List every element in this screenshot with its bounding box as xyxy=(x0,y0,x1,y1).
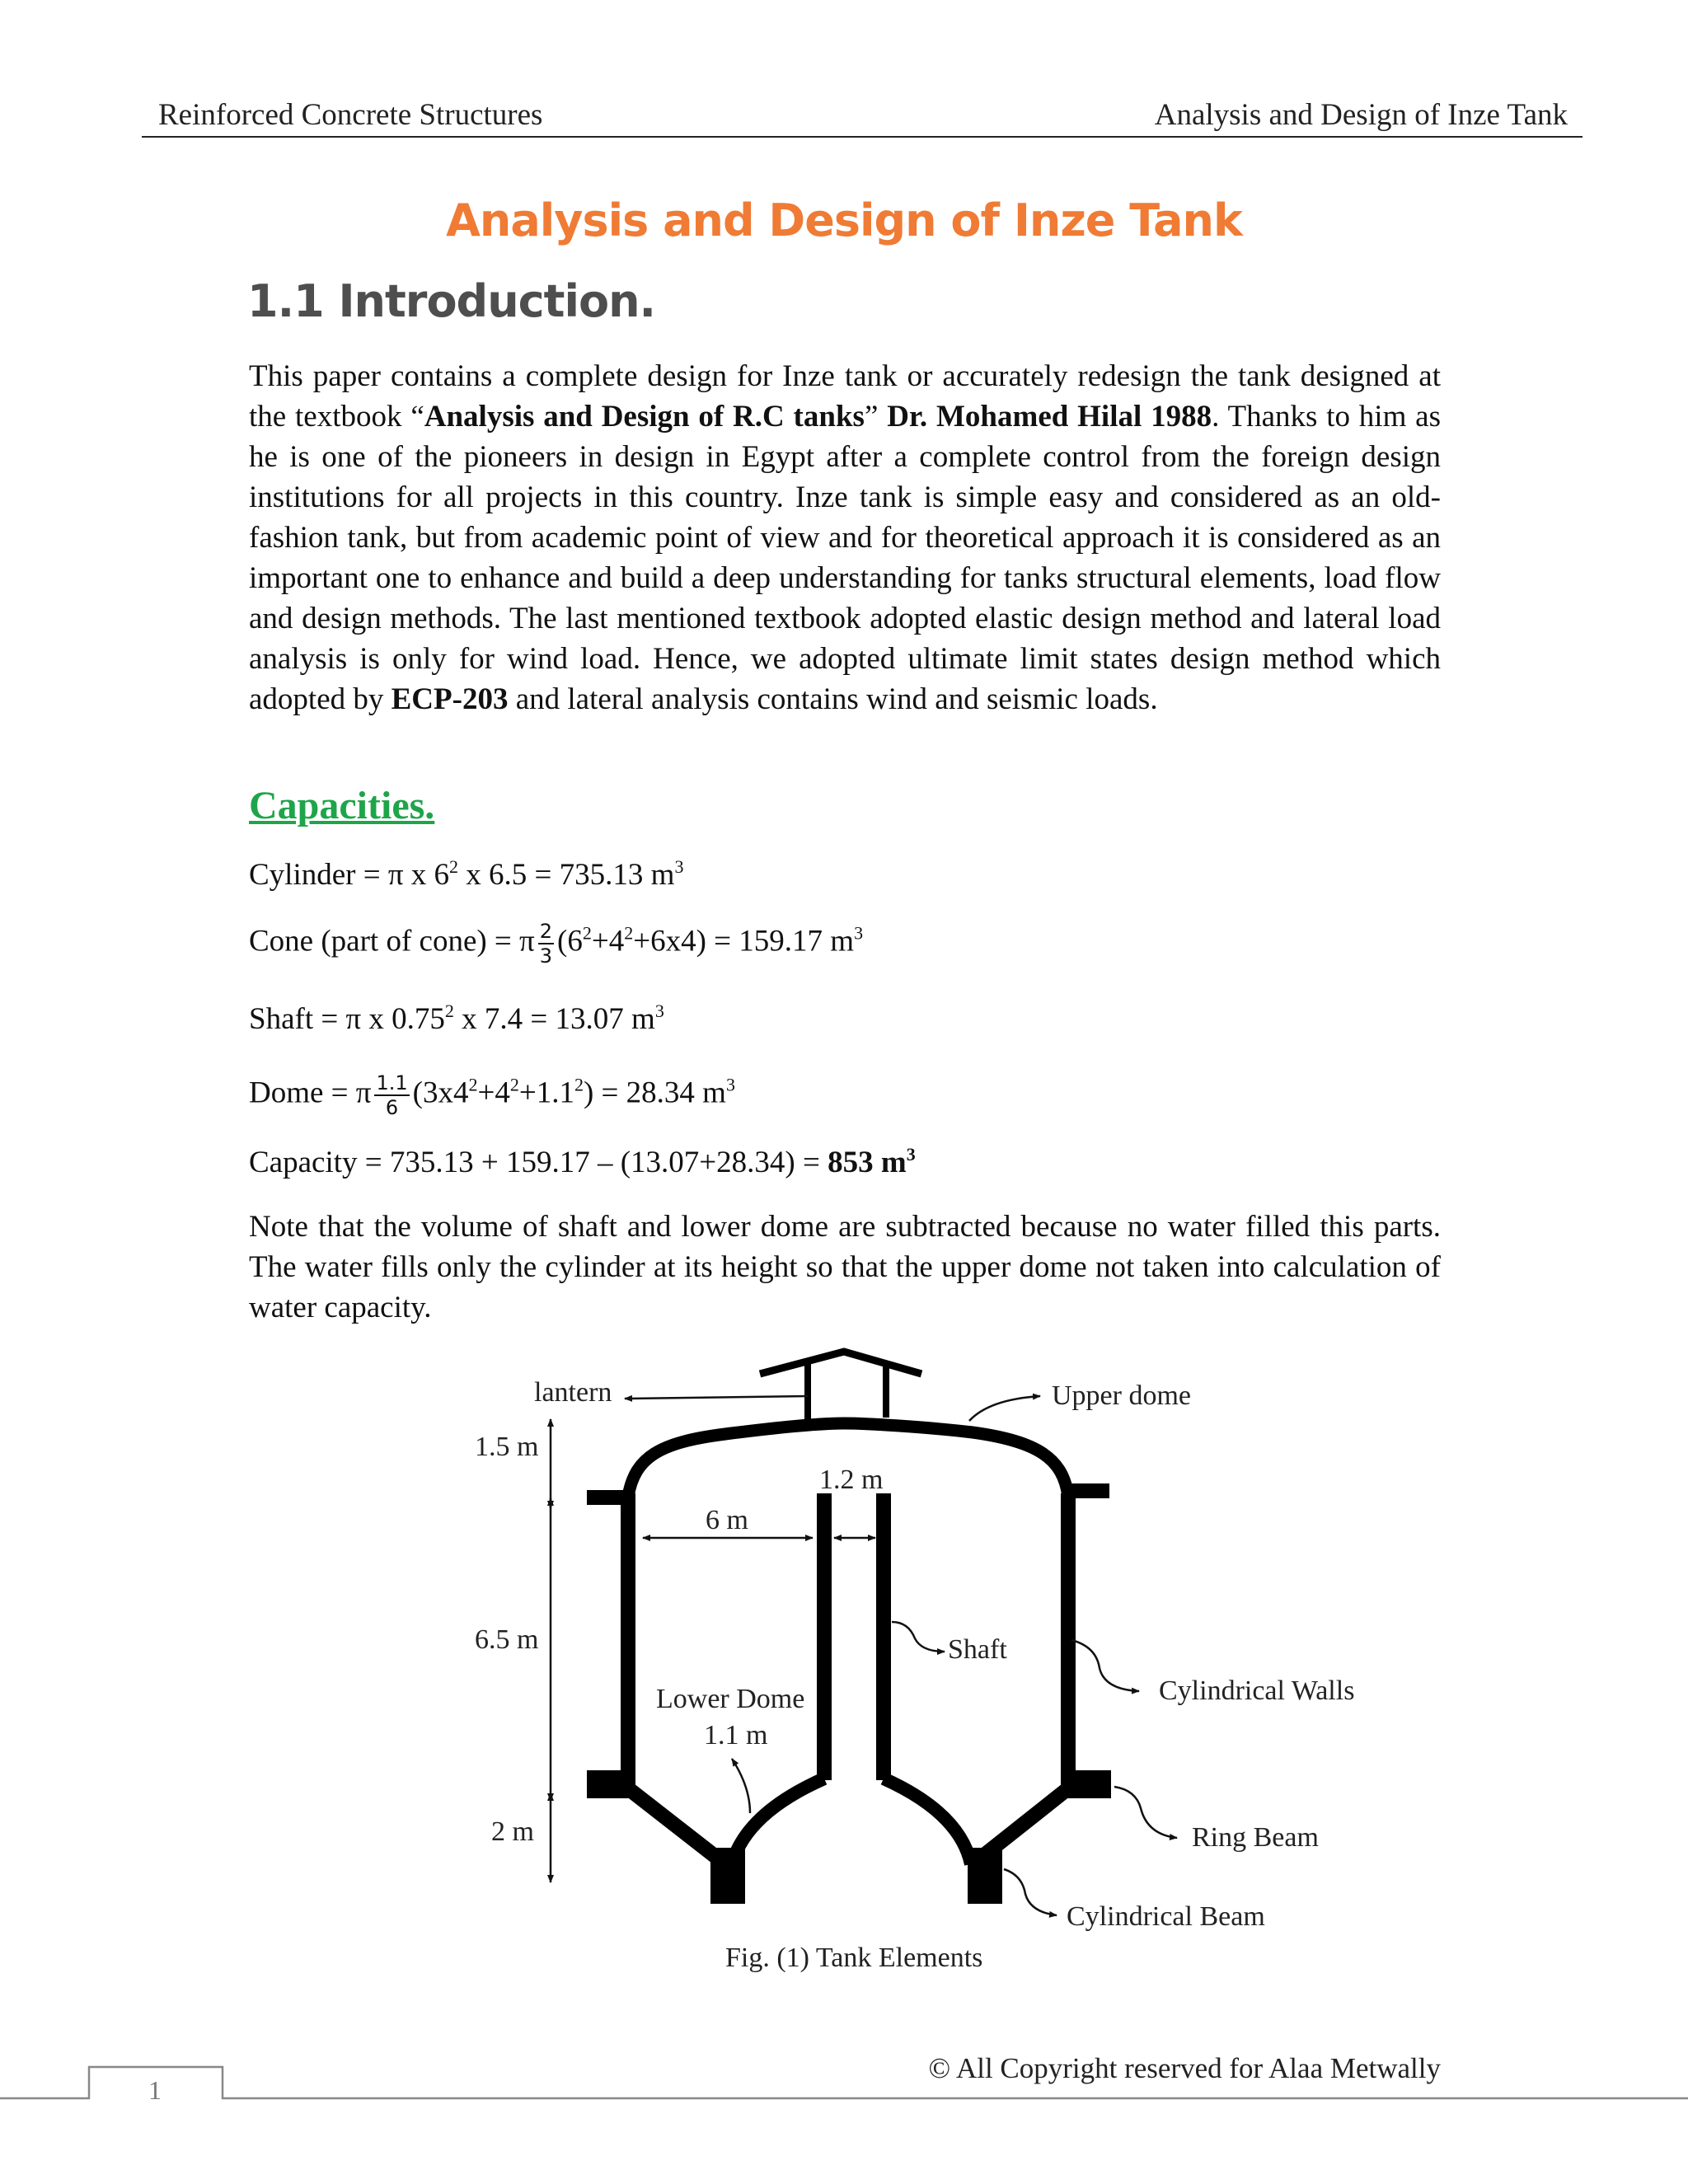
code-name: ECP-203 xyxy=(391,682,509,716)
shaft-arrow xyxy=(892,1622,945,1652)
page-title: Analysis and Design of Inze Tank xyxy=(446,194,1242,246)
figure-caption: Fig. (1) Tank Elements xyxy=(725,1943,983,1973)
label-shaft: Shaft xyxy=(948,1634,1007,1665)
section-heading: 1.1 Introduction. xyxy=(247,275,656,327)
lantern-arrow xyxy=(625,1396,808,1399)
label-dim-2: 2 m xyxy=(491,1816,534,1847)
lower-dome-arrow xyxy=(732,1759,750,1813)
equation-total-capacity: Capacity = 735.13 + 159.17 – (13.07+28.34) = 853 $m^3$ xyxy=(249,1144,916,1179)
ring-beam-arrow xyxy=(1114,1787,1177,1838)
label-dim-6-5: 6.5 m xyxy=(475,1624,539,1655)
textbook-title: Analysis and Design of R.C tanks xyxy=(424,400,865,434)
lantern-roof xyxy=(760,1352,921,1374)
label-lantern: lantern xyxy=(534,1377,612,1408)
label-cylindrical-walls: Cylindrical Walls xyxy=(1159,1675,1355,1706)
header-right-text: Analysis and Design of Inze Tank xyxy=(1154,98,1568,132)
leader-arrows xyxy=(625,1396,1177,1915)
fraction: $\frac{2}{3}$ xyxy=(539,920,553,968)
label-upper-dome: Upper dome xyxy=(1052,1380,1192,1411)
author-name: Dr. Mohamed Hilal 1988 xyxy=(887,400,1212,434)
figure-labels xyxy=(475,1377,1354,1973)
label-dim-1-5: 1.5 m xyxy=(475,1432,539,1462)
cylindrical-beam-right xyxy=(968,1848,1002,1904)
top-ring-beam-left xyxy=(587,1490,628,1505)
cyl-beam-arrow xyxy=(1004,1869,1057,1915)
tank-structure xyxy=(587,1352,1111,1904)
lower-dome-right xyxy=(884,1779,971,1864)
equation-cone: Cone (part of cone) = π $\frac{2}{3}$ $(6^2+4^2+6x4) = 159.17$ $m^3$ xyxy=(249,920,864,968)
total-capacity-value: 853 $m^3$ xyxy=(828,1144,916,1179)
label-lower-dome: Lower Dome xyxy=(656,1684,805,1714)
label-dim-6: 6 m xyxy=(706,1505,748,1535)
page-number: 1 xyxy=(148,2075,162,2105)
cyl-walls-arrow xyxy=(1071,1640,1139,1691)
equation-dome: Dome = π $\frac{1.1}{6}$ $(3x4^2+4^2+1.1^2) = 28.34$ $m^3$ xyxy=(249,1071,735,1119)
capacities-heading: Capacities. xyxy=(249,784,435,827)
fraction: $\frac{1.1}{6}$ xyxy=(376,1071,408,1119)
upper-dome-arrow xyxy=(969,1396,1040,1421)
equation-cylinder: Cylinder = π x $6^2$ x 6.5 = 735.13 $m^3$ xyxy=(249,856,684,892)
equation-shaft: Shaft = π x 0.75$^2$ x 7.4 = 13.07 $m^3$ xyxy=(249,1001,664,1036)
top-ring-beam-right xyxy=(1068,1483,1109,1498)
label-lower-dome-height: 1.1 m xyxy=(704,1720,768,1750)
note-paragraph: Note that the volume of shaft and lower dome are subtracted because no water filled this parts. The water fills only the cylinder at its height so that the upper dome not taken into calculation of water capacity. xyxy=(249,1210,1441,1324)
header-left-text: Reinforced Concrete Structures xyxy=(158,98,543,132)
footer-copyright: © All Copyright reserved for Alaa Metwally xyxy=(928,2052,1441,2084)
cylindrical-beam-left xyxy=(710,1848,745,1904)
intro-paragraph: This paper contains a complete design for Inze tank or accurately redesign the tank designed at the textbook “Analysis and Design of R.C tanks” Dr. Mohamed Hilal 1988. Thanks to him as he is one of the pioneers in design in Egypt after a complete control from the foreign design institutions for all projects in this country. Inze tank is simple easy and considered as an old-fashion tank, but from academic point of view and for theoretical approach it is considered as an important one to enhance and build a deep understanding for tanks structural elements, load flow and design methods. The last mentioned textbook adopted elastic design method and lateral load analysis is only for wind load. Hence, we adopted ultimate limit states design method which adopted by ECP-203 and lateral analysis contains wind and seismic loads. xyxy=(249,359,1442,716)
label-dim-1-2: 1.2 m xyxy=(819,1465,884,1495)
label-cylindrical-beam: Cylindrical Beam xyxy=(1067,1901,1265,1932)
lower-dome-left xyxy=(732,1779,824,1864)
label-ring-beam: Ring Beam xyxy=(1192,1822,1319,1853)
